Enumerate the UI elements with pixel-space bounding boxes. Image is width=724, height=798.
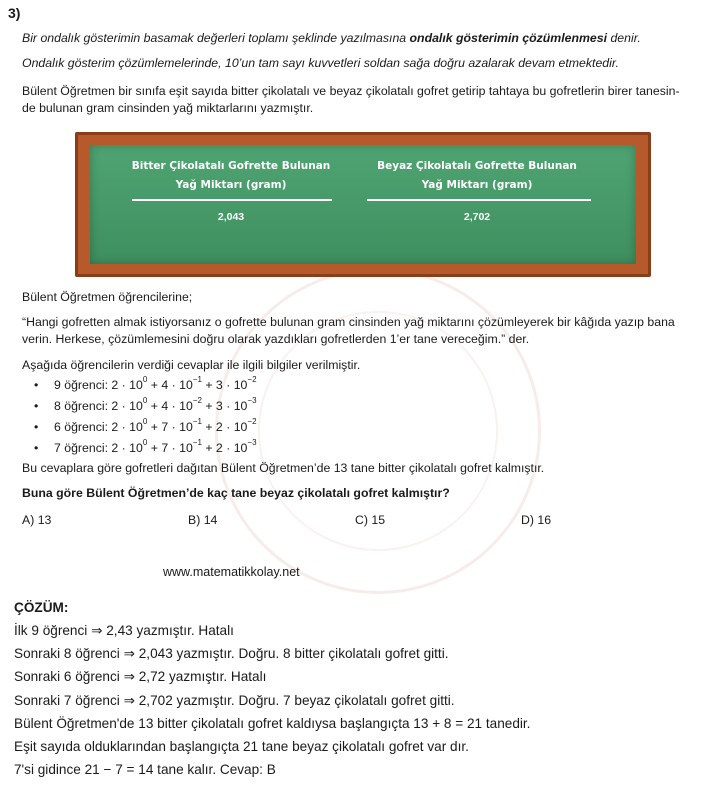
answer-expression: 7 öğrenci: $2 \cdot 10^0 + 7 \cdot 10^{-1} + 2 \cdot 10^{-3}$	[54, 438, 257, 455]
solution-line: Eşit sayıda olduklarından başlangıçta 21 tane beyaz çikolatalı gofret var dır.	[14, 739, 469, 755]
chalkboard-frame	[75, 132, 651, 277]
bitter-header-line-2: Yağ Miktarı (gram)	[175, 179, 287, 191]
remaining-line: Bu cevaplara göre gofretleri dağıtan Bülent Öğretmen’de 13 tane bitter çikolatalı gofret kalmıştır.	[22, 461, 545, 475]
chalkboard	[90, 145, 636, 264]
white-header	[372, 157, 582, 195]
question-text: Buna göre Bülent Öğretmen’de kaç tane beyaz çikolatalı gofret kalmıştır?	[22, 486, 450, 500]
option-a[interactable]: A) 13	[22, 513, 52, 527]
bitter-value: 2,043	[217, 211, 245, 223]
bullet-dot: •	[34, 399, 39, 413]
option-c[interactable]: C) 15	[355, 513, 386, 527]
bitter-header	[126, 157, 336, 195]
answer-expression: 8 öğrenci: $2 \cdot 10^0 + 4 \cdot 10^{-2} + 3 \cdot 10^{-3}$	[54, 396, 257, 413]
solution-heading: ÇÖZÜM:	[14, 600, 69, 615]
solution-body	[14, 619, 530, 781]
intro-line-1	[22, 31, 641, 45]
option-d[interactable]: D) 16	[521, 513, 552, 527]
teacher-line-1: Bülent Öğretmen öğrencilerine;	[22, 290, 193, 304]
white-value: 2,702	[463, 211, 491, 223]
bullet-dot: •	[34, 378, 39, 392]
white-underline	[367, 199, 591, 201]
story-line-2: de bulunan gram cinsinden yağ miktarlarını yazmıştır.	[22, 101, 314, 115]
solution-line: İlk 9 öğrenci ⇒ 2,43 yazmıştır. Hatalı	[14, 623, 234, 638]
website-link[interactable]: www.matematikkolay.net	[163, 565, 300, 579]
answer-expression: 6 öğrenci: $2 \cdot 10^0 + 7 \cdot 10^{-1} + 2 \cdot 10^{-2}$	[54, 417, 257, 434]
answers-intro: Aşağıda öğrencilerin verdiği cevaplar ile ilgili bilgiler verilmiştir.	[22, 358, 361, 372]
intro-text-end: denir.	[607, 31, 641, 45]
teacher-line-2: “Hangi gofretten almak istiyorsanız o gofrette bulunan gram cinsinden yağ miktarını çözümleyerek bir kâğıda yazıp bana	[22, 315, 675, 329]
intro-bold-term: ondalık gösterimin çözümlenmesi	[409, 31, 608, 45]
solution-line: Sonraki 6 öğrenci ⇒ 2,72 yazmıştır. Hatalı	[14, 669, 267, 685]
solution-line: Bülent Öğretmen'de 13 bitter çikolatalı gofret kaldıysa başlangıçta 13 + 8 = 21 tanedir.	[14, 715, 531, 731]
solution-line: 7'si gidince 21 − 7 = 14 tane kalır. Cevap: B	[14, 762, 276, 778]
question-number: 3)	[8, 5, 21, 21]
intro-line-2: Ondalık gösterim çözümlemelerinde, 10’un tam sayı kuvvetleri soldan sağa doğru azalarak devam etmektedir.	[22, 56, 619, 70]
white-header-line-1: Beyaz Çikolatalı Gofrette Bulunan	[377, 160, 577, 172]
teacher-line-3: verin. Herkese, çözümlemesini doğru olarak yazdıkları gofretlerden 1’er tane vereceğim.” der.	[22, 332, 530, 346]
bullet-dot: •	[34, 441, 39, 455]
intro-text: Bir ondalık gösterimin basamak değerleri toplamı şeklinde yazılmasına	[22, 31, 410, 45]
option-b[interactable]: B) 14	[188, 513, 218, 527]
white-header-line-2: Yağ Miktarı (gram)	[421, 179, 533, 191]
bitter-header-line-1: Bitter Çikolatalı Gofrette Bulunan	[131, 160, 331, 172]
solution-line: Sonraki 7 öğrenci ⇒ 2,702 yazmıştır. Doğru. 7 beyaz çikolatalı gofret gitti.	[14, 692, 455, 708]
story-line-1: Bülent Öğretmen bir sınıfa eşit sayıda bitter çikolatalı ve beyaz çikolatalı gofret getirip tahtaya bu gofretlerin birer tanesin-	[22, 84, 680, 98]
bitter-underline	[132, 199, 332, 201]
answer-expression: 9 öğrenci: $2 \cdot 10^0 + 4 \cdot 10^{-1} + 3 \cdot 10^{-2}$	[54, 375, 257, 392]
bullet-dot: •	[34, 420, 39, 434]
solution-line: Sonraki 8 öğrenci ⇒ 2,043 yazmıştır. Doğru. 8 bitter çikolatalı gofret gitti.	[14, 646, 449, 662]
